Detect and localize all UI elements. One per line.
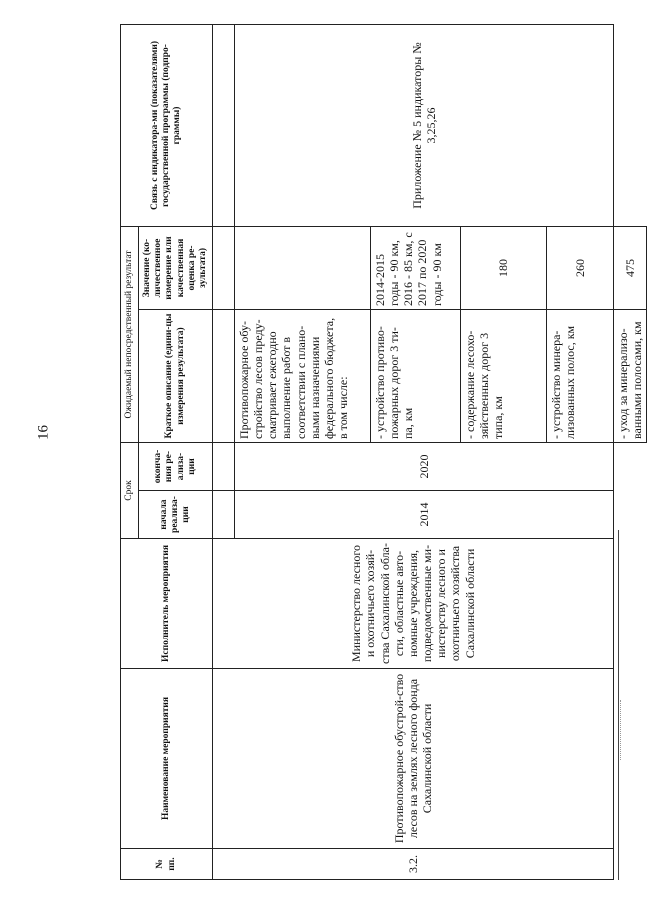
indicator-link: Приложение № 5 индикаторы № 3,25,26: [235, 24, 614, 226]
header-value: Значение (ко-личественное измерение или качественная оценка ре-зультата): [139, 226, 213, 309]
desc-empty: [213, 309, 235, 442]
result-desc-road-maintenance: - содержание лесохо-зяйственных дорог 3 типа, км: [461, 309, 547, 442]
rotated-table-wrapper: [120, 25, 645, 880]
result-desc-mineral-strips: - устройство минера-лизованных полос, км: [547, 309, 614, 442]
header-end: оконча-ния ре-ализа-ции: [139, 442, 213, 490]
header-num: № пп.: [121, 849, 213, 880]
header-start: начала реализа-ции: [139, 491, 213, 539]
result-value-mineral-strips: 260: [547, 226, 614, 309]
header-desc: Краткое описание (едини-цы измерения результата): [139, 309, 213, 442]
header-executor: Исполнитель мероприятия: [121, 539, 213, 669]
result-desc-fire-roads: - устройство противо-пожарных дорог 3 ти-па, км: [371, 309, 461, 442]
result-value-road-maintenance: 180: [461, 226, 547, 309]
header-name: Наименование мероприятия: [121, 669, 213, 849]
scan-edge-line: [618, 530, 619, 880]
start-year: 2014: [235, 491, 614, 539]
result-value-strip-care: 475: [614, 226, 647, 309]
row-number: 3.2.: [213, 849, 614, 880]
measure-executor: Министерство лесного и охотничьего хозяй-ства Сахалинской обла-сти, областные авто-номные учреждения, подведомственные ми-нистерству лесного и охотничьего хозяйства Сахалинской области: [213, 539, 614, 669]
header-link: Связь с индикатора-ми (показателями) государственной программы (подпро-граммы): [121, 24, 213, 226]
page-number: 16: [35, 425, 52, 440]
scan-dots: [620, 700, 624, 760]
start-empty: [213, 491, 235, 539]
result-desc-intro: Противопожарное обу-стройство лесов преду-сматривает ежегодно выполнение работ в соответствии с плано-выми назначениями федерального бюджета, в том числе:: [235, 309, 371, 442]
end-year: 2020: [235, 442, 614, 490]
measure-name: Противопожарное обустрой-ство лесов на землях лесного фонда Сахалинской области: [213, 669, 614, 849]
measures-table: [120, 24, 647, 880]
end-empty: [213, 442, 235, 490]
link-empty: [213, 24, 235, 226]
result-value-fire-roads: 2014-2015 годы - 90 км, 2016 - 85 км, с 2017 по 2020 годы - 90 км: [371, 226, 461, 309]
header-term: Срок: [121, 442, 139, 538]
result-desc-strip-care: - уход за минерализо-ванными полосами, км: [614, 309, 647, 442]
result-value-intro: [235, 226, 371, 309]
value-empty: [213, 226, 235, 309]
header-result-group: Ожидаемый непосредственный результат: [121, 226, 139, 442]
